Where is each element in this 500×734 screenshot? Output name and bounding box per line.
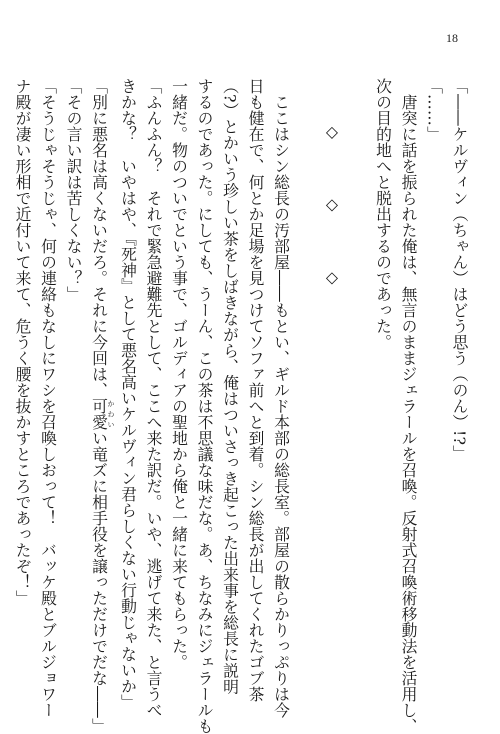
dialogue-line: ナ殿が凄い形相で近付いて来て、危うく腰を抜かすところであったぞ！」	[13, 78, 32, 606]
scene-separator: ◇ ◇ ◇	[322, 122, 342, 306]
dialogue-line: 「ふんふん？ それで緊急避難先として、ここへ来た訳だ。いや、逃げて来た、と言うべ	[144, 78, 163, 718]
body-text	[10, 78, 473, 734]
dialogue-line-with-ruby	[86, 78, 115, 734]
line-part-after-ruby: い竜ズに相手役を譲っただけでだな――」	[89, 430, 109, 734]
narration-line: ここはシン総長の汚部屋――もとい、ギルド本部の総長室。部屋の散らかりっぷりは今	[271, 93, 291, 718]
dialogue-line: 「――ケルヴィン（ちゃん）はどう思う（のん）!?」	[450, 78, 469, 462]
narration-line: 一緒だ。物のついでという事で、ゴルディアの聖地から俺と一緒に来てもらった。	[169, 78, 189, 670]
narration-line: 唐突に話を振られた俺は、無言のままジェラールを召喚。反射式召喚術移動法を活用し、	[399, 93, 418, 734]
dialogue-line: 「その言い訳は苦しくない？」	[64, 78, 83, 302]
narration-line: （?）とかいう珍しい茶をしばきながら、俺はついさっき起こった出来事を総長に説明	[220, 78, 240, 695]
narration-line: するのであった。にしても、うーん、この茶は不思議な味だな。あ、ちなみにジェラールも	[195, 78, 214, 734]
narration-line: 日も健在で、何とか足場を見つけてソファ前へと到着。シン総長が出してくれたゴブ茶	[246, 78, 265, 702]
line-part-before-ruby: 「別に悪名は高くないだろ。それに今回は、	[89, 78, 109, 398]
dialogue-line: きかな？ いやはや、『死神』として悪名高いケルヴィン君らしくない行動じゃないか」	[118, 78, 138, 711]
dialogue-line: 「……」	[424, 78, 444, 142]
dialogue-line: 「そうじゃそうじゃ、何の連絡もなしにワシを召喚しおって！ バッケ殿とブルジョワー	[38, 78, 58, 718]
page-number: 18	[446, 31, 458, 45]
narration-line: 次の目的地へと脱出するのであった。	[373, 78, 393, 350]
ruby-annotation: 可愛かわい	[89, 398, 115, 430]
